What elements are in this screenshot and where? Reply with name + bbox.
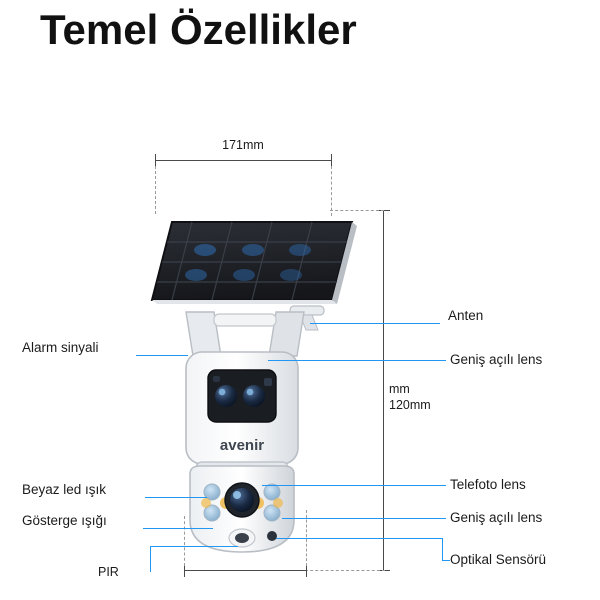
leader-pir <box>150 546 238 547</box>
leader-wide-lens-bottom <box>282 518 446 519</box>
leader-wide-lens-top <box>268 360 446 361</box>
callout-genis-acili-lens-top: Geniş açılı lens <box>450 352 543 367</box>
leader-optical-sensor-h <box>276 538 442 539</box>
leader-optical-sensor-h2 <box>442 560 450 561</box>
callout-anten: Anten <box>448 308 484 323</box>
callout-optikal-sensoru: Optikal Sensörü <box>450 552 547 567</box>
callout-telefoto-lens: Telefoto lens <box>450 477 526 492</box>
solar-panel <box>152 222 357 304</box>
leader-indicator <box>143 528 213 529</box>
dimension-width-top: 171mm <box>222 138 264 152</box>
leader-telephoto <box>262 485 446 486</box>
callout-gosterge-isigi: Gösterge ışığı <box>22 513 107 528</box>
callout-pir: PIR <box>98 565 119 579</box>
page-title: Temel Özellikler <box>40 6 357 53</box>
callout-alarm-sinyali: Alarm sinyali <box>22 340 99 355</box>
mount-bracket <box>186 312 304 356</box>
leader-antenna <box>310 323 440 324</box>
dimension-height-line1: mm <box>389 382 410 396</box>
leader-optical-sensor-v <box>442 538 443 560</box>
leader-white-led <box>145 497 207 498</box>
svg-text:avenir: avenir <box>219 437 265 454</box>
leader-alarm <box>136 355 188 356</box>
callout-beyaz-led-isik: Beyaz led ışık <box>22 482 107 497</box>
leader-pir-vertical <box>150 546 151 572</box>
dimension-height-line2: 120mm <box>389 398 431 412</box>
camera-head <box>186 352 298 464</box>
callout-genis-acili-lens-bottom: Geniş açılı lens <box>450 510 543 525</box>
